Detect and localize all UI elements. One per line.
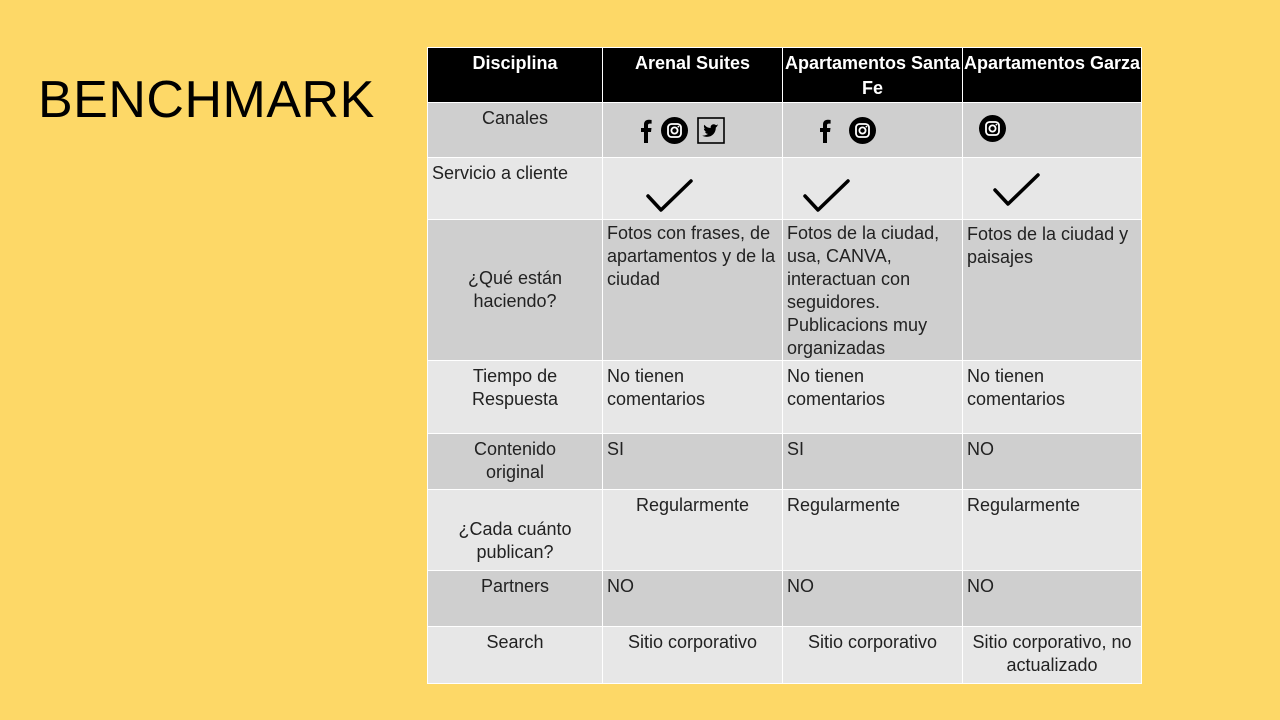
instagram-icon <box>979 115 1006 142</box>
channels-cell <box>783 103 963 158</box>
table-cell: Regularmente <box>603 490 783 571</box>
row-label-contenido: Contenido original <box>428 434 603 490</box>
table-cell: SI <box>783 434 963 490</box>
header-cell-santa-fe: Apartamentos Santa Fe <box>783 48 963 103</box>
benchmark-table <box>427 47 1142 684</box>
row-label-search: Search <box>428 627 603 684</box>
row-label-cada-cuanto: ¿Cada cuánto publican? <box>428 490 603 571</box>
instagram-icon <box>849 117 876 144</box>
checkmark-cell <box>963 158 1142 220</box>
table-row <box>428 434 1142 490</box>
table-row <box>428 361 1142 434</box>
table-cell: Sitio corporativo, no actualizado <box>963 627 1142 684</box>
table-row <box>428 490 1142 571</box>
table-cell: NO <box>963 571 1142 627</box>
table-row <box>428 571 1142 627</box>
row-label-partners: Partners <box>428 571 603 627</box>
twitter-icon <box>697 117 725 144</box>
table-cell: Regularmente <box>963 490 1142 571</box>
table-cell: Fotos de la ciudad y paisajes <box>963 220 1142 361</box>
table-cell: No tienen comentarios <box>963 361 1142 434</box>
header-cell-arenal-suites: Arenal Suites <box>603 48 783 103</box>
table-cell: Fotos con frases, de apartamentos y de la ciudad <box>603 220 783 361</box>
checkmark-cell <box>603 158 783 220</box>
slide-title: BENCHMARK <box>38 71 375 129</box>
header-cell-garza: Apartamentos Garza <box>963 48 1142 103</box>
checkmark-icon <box>802 176 852 216</box>
table-row <box>428 220 1142 361</box>
table-row <box>428 103 1142 158</box>
table-cell: Sitio corporativo <box>783 627 963 684</box>
table-cell: No tienen comentarios <box>603 361 783 434</box>
facebook-icon <box>640 119 652 143</box>
header-row <box>428 48 1142 103</box>
table-row <box>428 158 1142 220</box>
row-label-canales: Canales <box>428 103 603 158</box>
checkmark-cell <box>783 158 963 220</box>
channels-cell <box>963 103 1142 158</box>
facebook-icon <box>819 119 831 143</box>
table-cell: NO <box>963 434 1142 490</box>
table-cell: NO <box>783 571 963 627</box>
checkmark-icon <box>645 176 695 216</box>
instagram-icon <box>661 117 688 144</box>
header-cell-disciplina: Disciplina <box>428 48 603 103</box>
row-label-tiempo: Tiempo de Respuesta <box>428 361 603 434</box>
table-cell: Sitio corporativo <box>603 627 783 684</box>
channels-cell <box>603 103 783 158</box>
table-cell: No tienen comentarios <box>783 361 963 434</box>
table-row <box>428 627 1142 684</box>
table-cell: SI <box>603 434 783 490</box>
row-label-servicio: Servicio a cliente <box>428 158 603 220</box>
table-cell: NO <box>603 571 783 627</box>
row-label-que-hacen: ¿Qué están haciendo? <box>428 220 603 361</box>
checkmark-icon <box>992 170 1042 210</box>
table-cell: Regularmente <box>783 490 963 571</box>
table-cell: Fotos de la ciudad, usa, CANVA, interactuan con seguidores. Publicacions muy organizadas <box>783 220 963 361</box>
